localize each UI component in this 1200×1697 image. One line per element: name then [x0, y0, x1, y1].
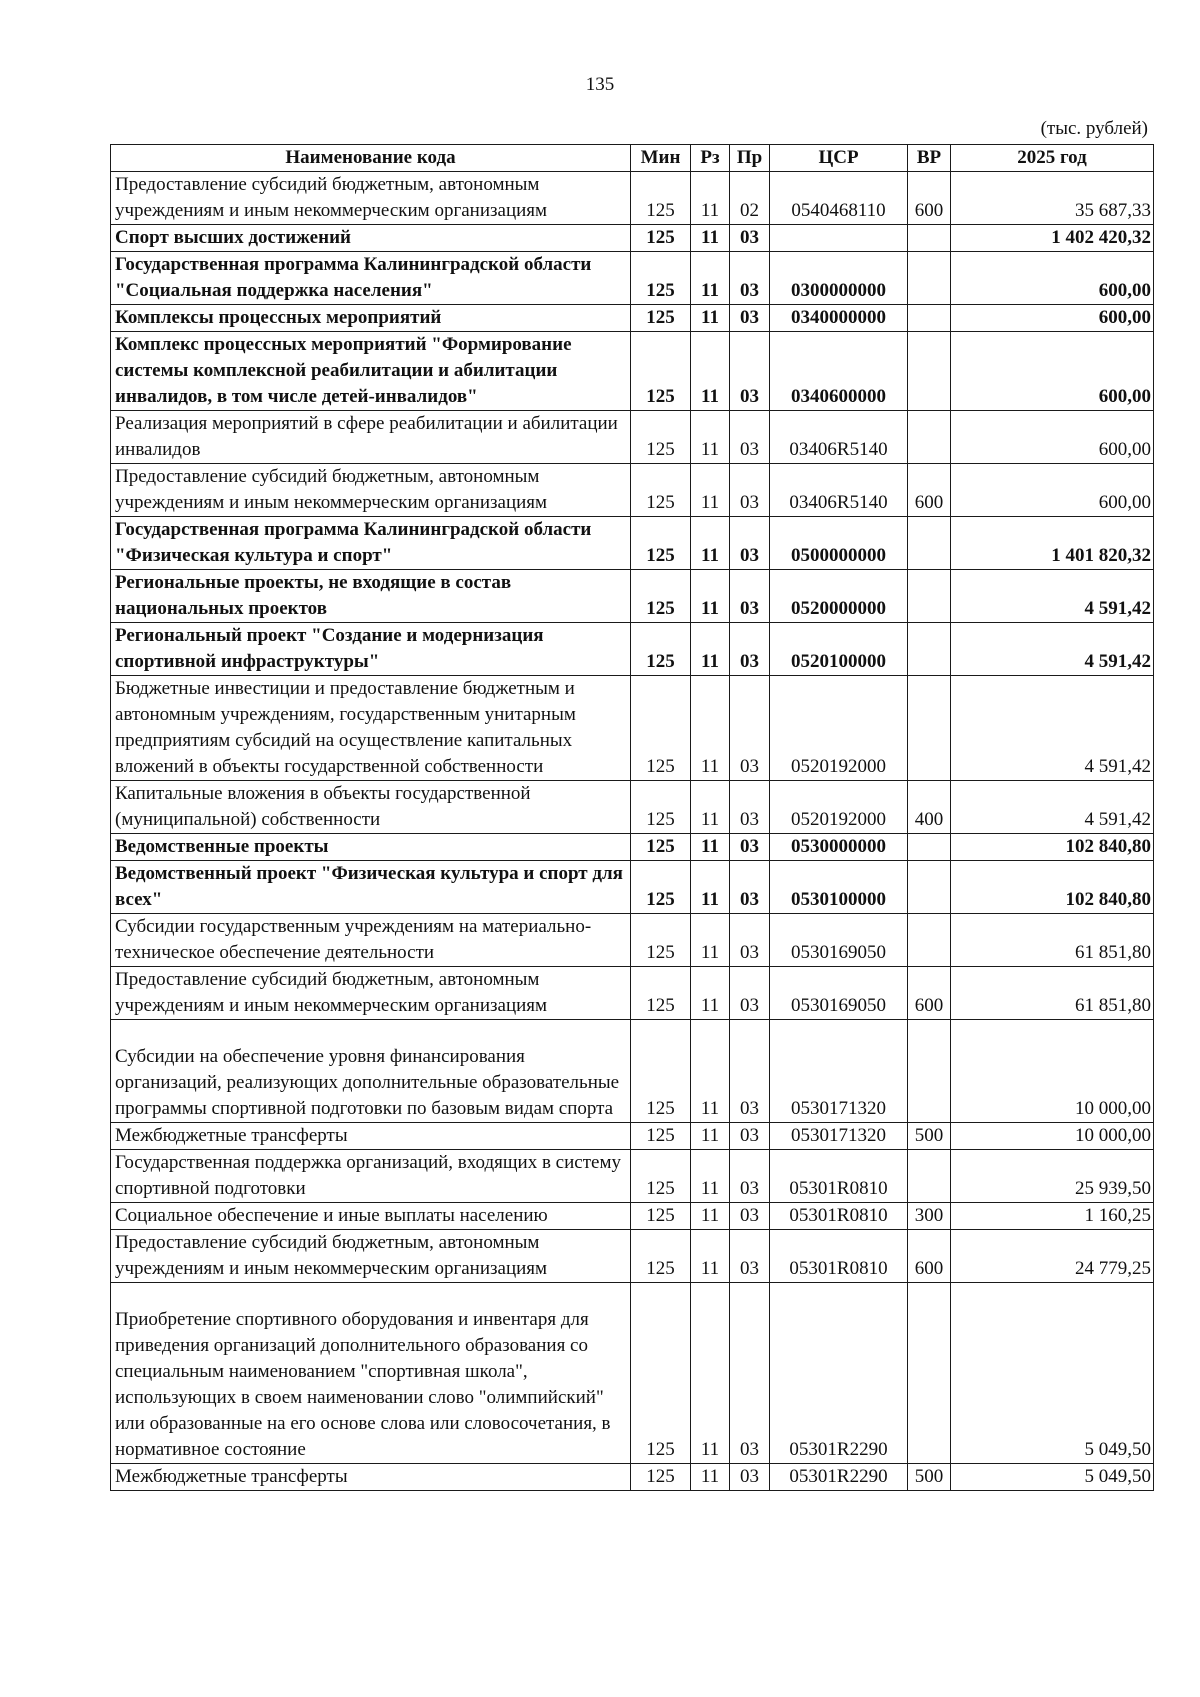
table-row	[111, 623, 1154, 676]
cell-min: 125	[631, 861, 691, 914]
cell-name: Реализация мероприятий в сфере реабилитации и абилитации инвалидов	[111, 411, 631, 464]
table-row	[111, 781, 1154, 834]
cell-rz: 11	[691, 1150, 730, 1203]
table-row	[111, 861, 1154, 914]
cell-amount: 600,00	[951, 411, 1154, 464]
table-row	[111, 225, 1154, 252]
cell-vr	[908, 1283, 951, 1464]
cell-csr: 0530169050	[770, 967, 908, 1020]
cell-pr: 03	[730, 623, 770, 676]
table-row	[111, 914, 1154, 967]
cell-vr	[908, 517, 951, 570]
cell-min: 125	[631, 1203, 691, 1230]
cell-amount: 10 000,00	[951, 1020, 1154, 1123]
cell-min: 125	[631, 570, 691, 623]
cell-vr	[908, 411, 951, 464]
cell-name: Комплексы процессных мероприятий	[111, 305, 631, 332]
cell-vr	[908, 1020, 951, 1123]
cell-amount: 1 401 820,32	[951, 517, 1154, 570]
cell-pr: 03	[730, 914, 770, 967]
cell-pr: 03	[730, 1230, 770, 1283]
cell-csr: 0340600000	[770, 332, 908, 411]
cell-amount: 61 851,80	[951, 914, 1154, 967]
table-header-row	[111, 145, 1154, 172]
cell-pr: 03	[730, 305, 770, 332]
units-note: (тыс. рублей)	[1040, 118, 1148, 139]
cell-rz: 11	[691, 861, 730, 914]
cell-pr: 03	[730, 834, 770, 861]
cell-min: 125	[631, 225, 691, 252]
cell-vr	[908, 570, 951, 623]
cell-amount: 600,00	[951, 332, 1154, 411]
cell-rz: 11	[691, 1230, 730, 1283]
cell-pr: 03	[730, 570, 770, 623]
cell-pr: 03	[730, 861, 770, 914]
cell-vr: 500	[908, 1463, 951, 1490]
cell-vr	[908, 676, 951, 781]
cell-csr: 03406R5140	[770, 411, 908, 464]
cell-name: Ведомственный проект "Физическая культура и спорт для всех"	[111, 861, 631, 914]
cell-min: 125	[631, 1230, 691, 1283]
cell-min: 125	[631, 834, 691, 861]
cell-vr: 600	[908, 1230, 951, 1283]
cell-name: Предоставление субсидий бюджетным, автономным учреждениям и иным некоммерческим организациям	[111, 464, 631, 517]
cell-amount: 61 851,80	[951, 967, 1154, 1020]
cell-min: 125	[631, 623, 691, 676]
cell-rz: 11	[691, 1203, 730, 1230]
cell-vr	[908, 623, 951, 676]
cell-csr: 0520192000	[770, 676, 908, 781]
table-row	[111, 1283, 1154, 1464]
cell-name: Межбюджетные трансферты	[111, 1123, 631, 1150]
cell-name: Региональные проекты, не входящие в состав национальных проектов	[111, 570, 631, 623]
cell-pr: 03	[730, 517, 770, 570]
table-row	[111, 305, 1154, 332]
cell-pr: 03	[730, 1203, 770, 1230]
cell-rz: 11	[691, 411, 730, 464]
cell-amount: 1 160,25	[951, 1203, 1154, 1230]
cell-csr: 0530171320	[770, 1020, 908, 1123]
cell-vr: 500	[908, 1123, 951, 1150]
cell-csr: 05301R0810	[770, 1203, 908, 1230]
cell-min: 125	[631, 1020, 691, 1123]
cell-vr	[908, 332, 951, 411]
cell-rz: 11	[691, 1123, 730, 1150]
table-row	[111, 464, 1154, 517]
cell-amount: 102 840,80	[951, 834, 1154, 861]
header-year: 2025 год	[951, 145, 1154, 172]
cell-csr: 0520000000	[770, 570, 908, 623]
table-row	[111, 1203, 1154, 1230]
cell-csr: 0300000000	[770, 252, 908, 305]
cell-amount: 600,00	[951, 305, 1154, 332]
header-min: Мин	[631, 145, 691, 172]
cell-amount: 4 591,42	[951, 623, 1154, 676]
table-row	[111, 411, 1154, 464]
cell-name: Межбюджетные трансферты	[111, 1463, 631, 1490]
table-row	[111, 570, 1154, 623]
table-row	[111, 676, 1154, 781]
cell-amount: 600,00	[951, 464, 1154, 517]
header-vr: ВР	[908, 145, 951, 172]
cell-csr: 0500000000	[770, 517, 908, 570]
cell-rz: 11	[691, 1020, 730, 1123]
cell-rz: 11	[691, 252, 730, 305]
cell-amount: 24 779,25	[951, 1230, 1154, 1283]
cell-vr: 600	[908, 967, 951, 1020]
cell-csr: 05301R0810	[770, 1150, 908, 1203]
table-row	[111, 834, 1154, 861]
cell-min: 125	[631, 781, 691, 834]
table-row	[111, 1230, 1154, 1283]
cell-rz: 11	[691, 570, 730, 623]
cell-csr: 0520192000	[770, 781, 908, 834]
cell-name: Государственная программа Калининградской области "Физическая культура и спорт"	[111, 517, 631, 570]
cell-rz: 11	[691, 1283, 730, 1464]
cell-csr: 0530169050	[770, 914, 908, 967]
cell-vr	[908, 305, 951, 332]
header-csr: ЦСР	[770, 145, 908, 172]
table-row	[111, 967, 1154, 1020]
table-row	[111, 252, 1154, 305]
cell-vr: 600	[908, 464, 951, 517]
cell-vr	[908, 252, 951, 305]
cell-rz: 11	[691, 464, 730, 517]
cell-vr: 400	[908, 781, 951, 834]
cell-pr: 03	[730, 1123, 770, 1150]
header-pr: Пр	[730, 145, 770, 172]
cell-csr: 0530100000	[770, 861, 908, 914]
cell-name: Государственная поддержка организаций, входящих в систему спортивной подготовки	[111, 1150, 631, 1203]
cell-pr: 03	[730, 225, 770, 252]
budget-table	[110, 144, 1154, 1491]
cell-min: 125	[631, 172, 691, 225]
cell-amount: 4 591,42	[951, 781, 1154, 834]
cell-rz: 11	[691, 225, 730, 252]
cell-pr: 03	[730, 1463, 770, 1490]
cell-name: Спорт высших достижений	[111, 225, 631, 252]
cell-name: Региональный проект "Создание и модернизация спортивной инфраструктуры"	[111, 623, 631, 676]
cell-vr: 600	[908, 172, 951, 225]
cell-name: Приобретение спортивного оборудования и инвентаря для приведения организаций дополнительного образования со специальным наименованием "спортивная школа", использующих в своем наименовании слово "олимпийский" или образованные на его основе слова или словосочетания, в нормативное состояние	[111, 1283, 631, 1464]
cell-rz: 11	[691, 914, 730, 967]
cell-amount: 4 591,42	[951, 570, 1154, 623]
cell-rz: 11	[691, 834, 730, 861]
cell-csr: 0340000000	[770, 305, 908, 332]
cell-name: Предоставление субсидий бюджетным, автономным учреждениям и иным некоммерческим организациям	[111, 967, 631, 1020]
cell-name: Капитальные вложения в объекты государственной (муниципальной) собственности	[111, 781, 631, 834]
cell-amount: 25 939,50	[951, 1150, 1154, 1203]
cell-min: 125	[631, 967, 691, 1020]
cell-pr: 03	[730, 411, 770, 464]
cell-amount: 35 687,33	[951, 172, 1154, 225]
cell-amount: 4 591,42	[951, 676, 1154, 781]
cell-csr: 05301R0810	[770, 1230, 908, 1283]
table-row	[111, 1150, 1154, 1203]
cell-name: Государственная программа Калининградской области "Социальная поддержка населения"	[111, 252, 631, 305]
cell-csr: 05301R2290	[770, 1283, 908, 1464]
cell-rz: 11	[691, 332, 730, 411]
cell-min: 125	[631, 305, 691, 332]
table-row	[111, 332, 1154, 411]
cell-csr	[770, 225, 908, 252]
cell-name: Социальное обеспечение и иные выплаты населению	[111, 1203, 631, 1230]
cell-rz: 11	[691, 517, 730, 570]
cell-amount: 102 840,80	[951, 861, 1154, 914]
table-body	[111, 172, 1154, 1491]
cell-name: Субсидии на обеспечение уровня финансирования организаций, реализующих дополнительные образовательные программы спортивной подготовки по базовым видам спорта	[111, 1020, 631, 1123]
cell-pr: 03	[730, 1283, 770, 1464]
cell-amount: 1 402 420,32	[951, 225, 1154, 252]
cell-csr: 05301R2290	[770, 1463, 908, 1490]
cell-pr: 03	[730, 1150, 770, 1203]
table-row	[111, 517, 1154, 570]
cell-pr: 03	[730, 332, 770, 411]
cell-csr: 0520100000	[770, 623, 908, 676]
cell-name: Комплекс процессных мероприятий "Формирование системы комплексной реабилитации и абилитации инвалидов, в том числе детей-инвалидов"	[111, 332, 631, 411]
cell-rz: 11	[691, 781, 730, 834]
cell-csr: 0530000000	[770, 834, 908, 861]
cell-vr	[908, 225, 951, 252]
cell-amount: 600,00	[951, 252, 1154, 305]
table-row	[111, 1123, 1154, 1150]
cell-amount: 5 049,50	[951, 1283, 1154, 1464]
cell-pr: 03	[730, 781, 770, 834]
cell-pr: 03	[730, 1020, 770, 1123]
cell-name: Бюджетные инвестиции и предоставление бюджетным и автономным учреждениям, государственным унитарным предприятиям субсидий на осуществление капитальных вложений в объекты государственной собственности	[111, 676, 631, 781]
cell-csr: 03406R5140	[770, 464, 908, 517]
cell-vr	[908, 914, 951, 967]
page-number: 135	[585, 74, 615, 95]
table-row	[111, 1463, 1154, 1490]
cell-min: 125	[631, 464, 691, 517]
cell-csr: 0530171320	[770, 1123, 908, 1150]
cell-min: 125	[631, 1283, 691, 1464]
cell-rz: 11	[691, 305, 730, 332]
cell-min: 125	[631, 411, 691, 464]
table-row	[111, 1020, 1154, 1123]
cell-pr: 03	[730, 252, 770, 305]
cell-vr	[908, 1150, 951, 1203]
cell-rz: 11	[691, 623, 730, 676]
cell-min: 125	[631, 332, 691, 411]
cell-name: Предоставление субсидий бюджетным, автономным учреждениям и иным некоммерческим организациям	[111, 172, 631, 225]
cell-min: 125	[631, 1150, 691, 1203]
cell-amount: 5 049,50	[951, 1463, 1154, 1490]
cell-vr	[908, 834, 951, 861]
cell-vr	[908, 861, 951, 914]
header-rz: Рз	[691, 145, 730, 172]
cell-pr: 03	[730, 967, 770, 1020]
cell-vr: 300	[908, 1203, 951, 1230]
header-name: Наименование кода	[111, 145, 631, 172]
cell-min: 125	[631, 676, 691, 781]
cell-min: 125	[631, 252, 691, 305]
cell-pr: 02	[730, 172, 770, 225]
cell-pr: 03	[730, 676, 770, 781]
cell-csr: 0540468110	[770, 172, 908, 225]
cell-rz: 11	[691, 676, 730, 781]
cell-min: 125	[631, 1463, 691, 1490]
cell-min: 125	[631, 914, 691, 967]
cell-rz: 11	[691, 967, 730, 1020]
cell-rz: 11	[691, 1463, 730, 1490]
cell-amount: 10 000,00	[951, 1123, 1154, 1150]
cell-name: Предоставление субсидий бюджетным, автономным учреждениям и иным некоммерческим организациям	[111, 1230, 631, 1283]
cell-min: 125	[631, 517, 691, 570]
table-row	[111, 172, 1154, 225]
cell-pr: 03	[730, 464, 770, 517]
cell-name: Субсидии государственным учреждениям на материально-техническое обеспечение деятельности	[111, 914, 631, 967]
cell-min: 125	[631, 1123, 691, 1150]
cell-rz: 11	[691, 172, 730, 225]
cell-name: Ведомственные проекты	[111, 834, 631, 861]
